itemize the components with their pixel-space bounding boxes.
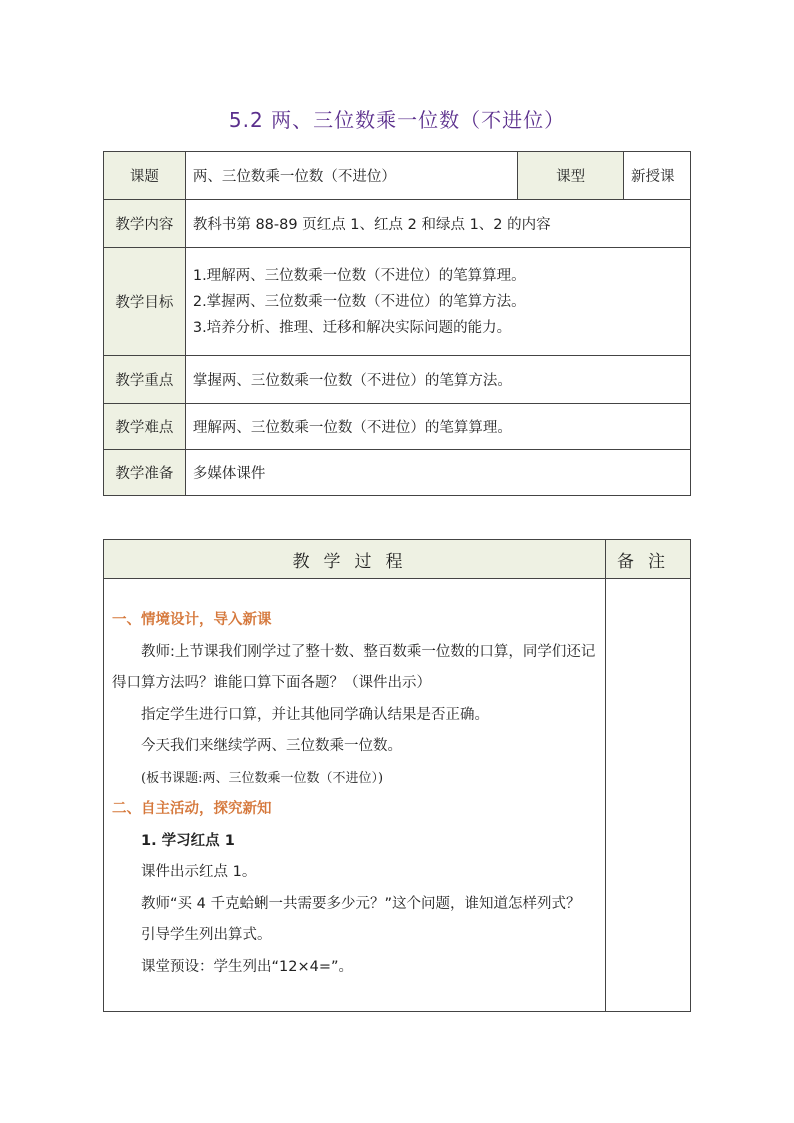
paragraph: 引导学生列出算式。 bbox=[141, 927, 272, 943]
topic-value: 两、三位数乘一位数（不进位） bbox=[185, 152, 517, 200]
paragraph: 课堂预设：学生列出“12×4=”。 bbox=[141, 958, 353, 975]
paragraph: 指定学生进行口算，并让其他同学确认结果是否正确。 bbox=[141, 706, 489, 723]
section-heading: 一、情境设计，导入新课 bbox=[112, 612, 272, 628]
prep-label: 教学准备 bbox=[104, 450, 186, 496]
subsection-heading: 1. 学习红点 1 bbox=[141, 832, 235, 849]
type-value: 新授课 bbox=[624, 152, 691, 200]
type-label: 课型 bbox=[518, 152, 624, 200]
notes-column bbox=[606, 579, 691, 1012]
section-heading: 二、自主活动，探究新知 bbox=[112, 801, 272, 817]
paragraph: 课件出示红点 1。 bbox=[141, 864, 257, 880]
prep-value: 多媒体课件 bbox=[185, 450, 690, 496]
key-value: 掌握两、三位数乘一位数（不进位）的笔算方法。 bbox=[185, 356, 690, 404]
goals-list bbox=[185, 248, 690, 356]
topic-label: 课题 bbox=[104, 152, 186, 200]
notes-header: 备注 bbox=[606, 540, 691, 579]
page-title: 5.2 两、三位数乘一位数（不进位） bbox=[228, 108, 566, 132]
process-body bbox=[104, 579, 606, 1012]
paragraph: 教师“买 4 千克蛤蜊一共需要多少元？”这个问题，谁知道怎样列式？ bbox=[141, 895, 581, 912]
lesson-info-table bbox=[103, 151, 691, 496]
process-header: 教学过程 bbox=[104, 540, 606, 579]
paragraph: 今天我们来继续学两、三位数乘一位数。 bbox=[141, 738, 402, 754]
goals-label: 教学目标 bbox=[104, 248, 186, 356]
paragraph: 教师:上节课我们刚学过了整十数、整百数乘一位数的口算，同学们还记得口算方法吗？谁能口算下面各题？（课件出示） bbox=[112, 643, 596, 691]
goal-item: 2.掌握两、三位数乘一位数（不进位）的笔算方法。 bbox=[192, 293, 526, 310]
goal-item: 3.培养分析、推理、迁移和解决实际问题的能力。 bbox=[192, 319, 512, 336]
key-label: 教学重点 bbox=[104, 356, 186, 404]
teaching-process-table bbox=[103, 539, 691, 1012]
content-label: 教学内容 bbox=[104, 200, 186, 248]
board-note: (板书课题:两、三位数乘一位数（不进位）) bbox=[141, 770, 384, 786]
content-value: 教科书第 88-89 页红点 1、红点 2 和绿点 1、2 的内容 bbox=[185, 200, 690, 248]
goal-item: 1.理解两、三位数乘一位数（不进位）的笔算算理。 bbox=[192, 267, 526, 284]
difficulty-label: 教学难点 bbox=[104, 404, 186, 450]
difficulty-value: 理解两、三位数乘一位数（不进位）的笔算算理。 bbox=[185, 404, 690, 450]
